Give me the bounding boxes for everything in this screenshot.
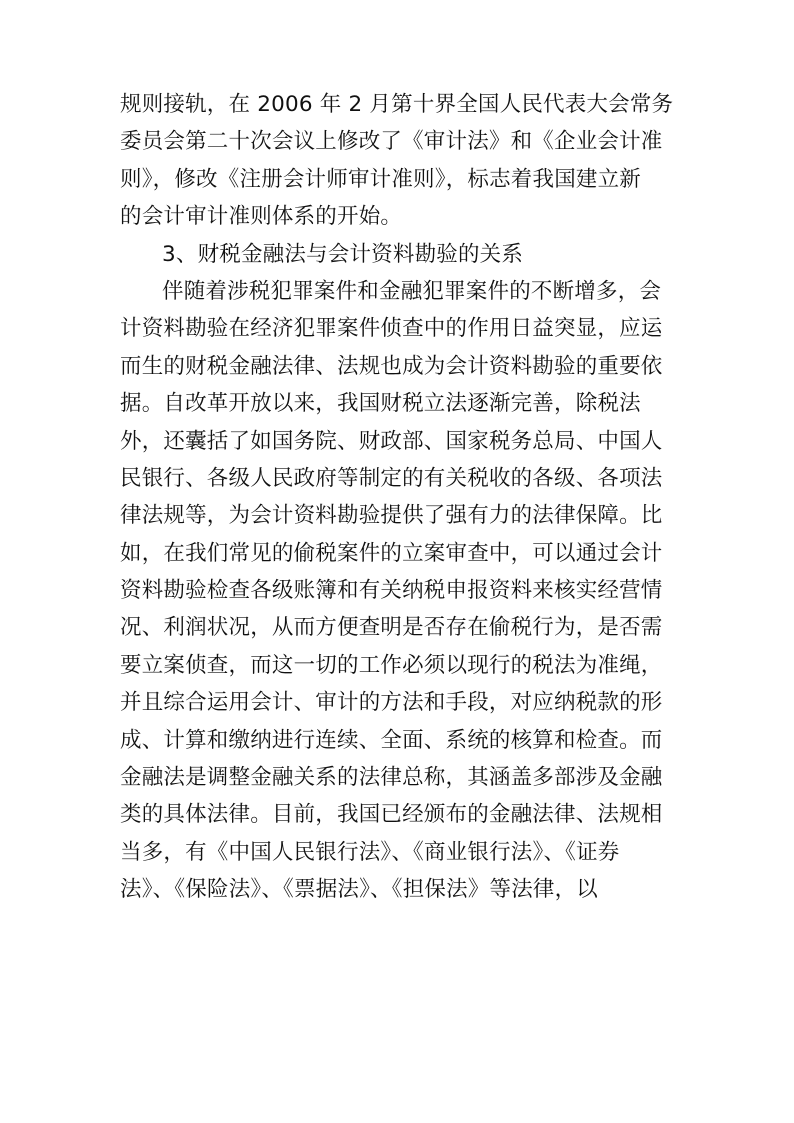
- paragraph-line: 据。自改革开放以来，我国财税立法逐渐完善，除税法: [120, 391, 641, 417]
- paragraph-line: 类的具体法律。目前，我国已经颁布的金融法律、法规相: [120, 802, 663, 828]
- paragraph-line: 而生的财税金融法律、法规也成为会计资料勘验的重要依: [120, 353, 663, 379]
- paragraph-line: 况、利润状况，从而方便查明是否存在偷税行为，是否需: [120, 615, 663, 641]
- paragraph-line: 民银行、各级人民政府等制定的有关税收的各级、各项法: [120, 465, 663, 491]
- paragraph-line: 的会计审计准则体系的开始。: [120, 204, 403, 230]
- paragraph-line: 则》，修改《注册会计师审计准则》，标志着我国建立新: [120, 166, 642, 192]
- paragraph-line: 如，在我们常见的偷税案件的立案审查中，可以通过会计: [120, 540, 663, 566]
- paragraph-line: 资料勘验检查各级账簿和有关纳税申报资料来核实经营情: [120, 578, 663, 604]
- paragraph-line: 当多，有《中国人民银行法》、《商业银行法》、《证券: [120, 839, 620, 865]
- paragraph-line: 伴随着涉税犯罪案件和金融犯罪案件的不断增多，会: [162, 278, 662, 304]
- paragraph-line: 并且综合运用会计、审计的方法和手段，对应纳税款的形: [120, 690, 663, 716]
- paragraph-line: 要立案侦查，而这一切的工作必须以现行的税法为准绳，: [120, 652, 663, 678]
- document-body: [120, 86, 674, 909]
- paragraph-line: 成、计算和缴纳进行连续、全面、系统的核算和检查。而: [120, 727, 663, 753]
- paragraph-line: 金融法是调整金融关系的法律总称，其涵盖多部涉及金融: [120, 765, 663, 791]
- paragraph-line: 外，还囊括了如国务院、财政部、国家税务总局、中国人: [120, 428, 663, 454]
- paragraph-line: 法》、《保险法》、《票据法》、《担保法》等法律，以: [120, 877, 599, 903]
- section-heading: 3、财税金融法与会计资料勘验的关系: [162, 241, 524, 267]
- paragraph-line: 委员会第二十次会议上修改了《审计法》和《企业会计准: [120, 129, 663, 155]
- paragraph-line: 计资料勘验在经济犯罪案件侦查中的作用日益突显，应运: [120, 316, 663, 342]
- paragraph-line: 律法规等，为会计资料勘验提供了强有力的法律保障。比: [120, 503, 663, 529]
- paragraph-line: 规则接轨，在 2006 年 2 月第十界全国人民代表大会常务: [120, 92, 674, 117]
